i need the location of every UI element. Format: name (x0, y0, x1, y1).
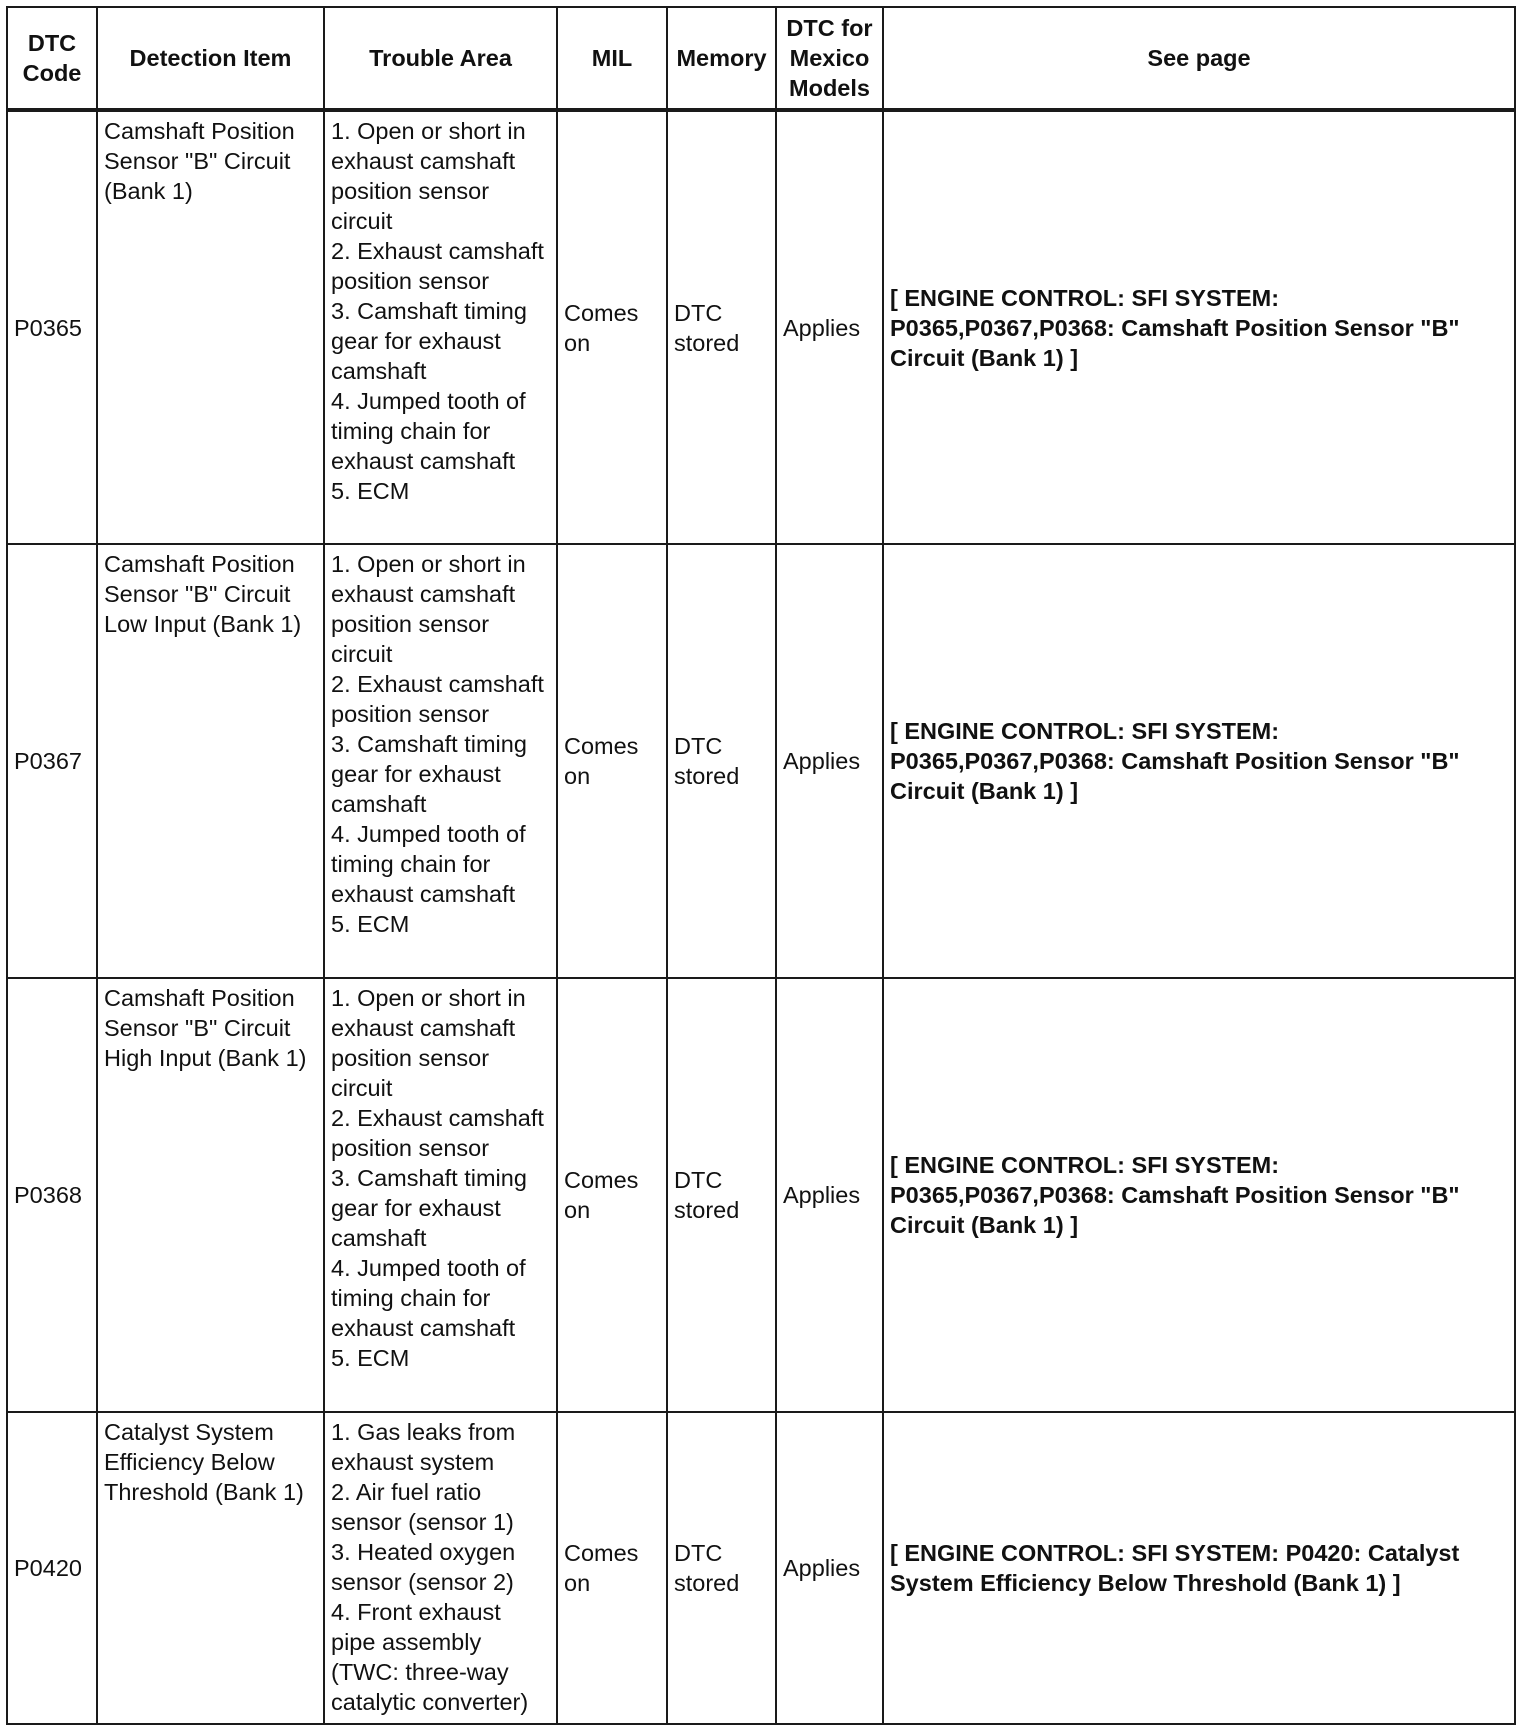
trouble-area-line: 4. Front exhaust pipe assembly (TWC: three-way catalytic converter) (331, 1599, 529, 1715)
dtc-code-cell: P0420 (7, 1412, 97, 1724)
trouble-area-line: 1. Open or short in exhaust camshaft position sensor circuit (331, 551, 526, 667)
mexico-cell: Applies (776, 544, 883, 978)
memory-cell: DTC stored (667, 544, 776, 978)
detection-item-cell: Camshaft Position Sensor "B" Circuit High Input (Bank 1) (97, 978, 324, 1412)
mexico-cell: Applies (776, 978, 883, 1412)
detection-item-cell: Camshaft Position Sensor "B" Circuit Low Input (Bank 1) (97, 544, 324, 978)
header-trouble-area: Trouble Area (324, 7, 557, 110)
mexico-cell: Applies (776, 110, 883, 544)
trouble-area-line: 2. Exhaust camshaft position sensor (331, 671, 544, 727)
trouble-area-line: 1. Open or short in exhaust camshaft position sensor circuit (331, 985, 526, 1101)
detection-item-cell: Camshaft Position Sensor "B" Circuit (Bank 1) (97, 110, 324, 544)
see-page-link[interactable]: [ ENGINE CONTROL: SFI SYSTEM: P0365,P0367,P0368: Camshaft Position Sensor "B" Circuit (Bank 1) ] (883, 110, 1515, 544)
mil-cell: Comes on (557, 110, 667, 544)
mil-cell: Comes on (557, 1412, 667, 1724)
table-row (7, 978, 1515, 1412)
trouble-area-line: 3. Heated oxygen sensor (sensor 2) (331, 1539, 516, 1595)
trouble-area-cell (324, 110, 557, 544)
header-memory: Memory (667, 7, 776, 110)
trouble-area-cell (324, 1412, 557, 1724)
see-page-link[interactable]: [ ENGINE CONTROL: SFI SYSTEM: P0365,P0367,P0368: Camshaft Position Sensor "B" Circuit (Bank 1) ] (883, 978, 1515, 1412)
memory-cell: DTC stored (667, 110, 776, 544)
table-row (7, 110, 1515, 544)
mil-cell: Comes on (557, 978, 667, 1412)
header-see-page: See page (883, 7, 1515, 110)
mil-cell: Comes on (557, 544, 667, 978)
trouble-area-cell (324, 978, 557, 1412)
header-mexico-models: DTC for Mexico Models (776, 7, 883, 110)
trouble-area-line: 2. Exhaust camshaft position sensor (331, 1105, 544, 1161)
table-row (7, 1412, 1515, 1724)
memory-cell: DTC stored (667, 978, 776, 1412)
header-row (7, 7, 1515, 110)
dtc-table (6, 6, 1516, 1725)
mexico-cell: Applies (776, 1412, 883, 1724)
trouble-area-line: 3. Camshaft timing gear for exhaust camshaft (331, 731, 527, 817)
trouble-area-line: 5. ECM (331, 911, 410, 937)
trouble-area-line: 3. Camshaft timing gear for exhaust camshaft (331, 1165, 527, 1251)
trouble-area-line: 1. Gas leaks from exhaust system (331, 1419, 516, 1475)
trouble-area-line: 1. Open or short in exhaust camshaft position sensor circuit (331, 118, 526, 234)
detection-item-cell: Catalyst System Efficiency Below Threshold (Bank 1) (97, 1412, 324, 1724)
header-mil: MIL (557, 7, 667, 110)
dtc-code-cell: P0368 (7, 978, 97, 1412)
header-dtc-code: DTC Code (7, 7, 97, 110)
trouble-area-cell (324, 544, 557, 978)
trouble-area-line: 5. ECM (331, 478, 410, 504)
trouble-area-line: 2. Exhaust camshaft position sensor (331, 238, 544, 294)
trouble-area-line: 4. Jumped tooth of timing chain for exhaust camshaft (331, 388, 526, 474)
memory-cell: DTC stored (667, 1412, 776, 1724)
see-page-link[interactable]: [ ENGINE CONTROL: SFI SYSTEM: P0420: Catalyst System Efficiency Below Threshold (Bank 1) ] (883, 1412, 1515, 1724)
dtc-code-cell: P0365 (7, 110, 97, 544)
trouble-area-line: 4. Jumped tooth of timing chain for exhaust camshaft (331, 1255, 526, 1341)
header-detection-item: Detection Item (97, 7, 324, 110)
trouble-area-line: 2. Air fuel ratio sensor (sensor 1) (331, 1479, 514, 1535)
trouble-area-line: 5. ECM (331, 1345, 410, 1371)
see-page-link[interactable]: [ ENGINE CONTROL: SFI SYSTEM: P0365,P0367,P0368: Camshaft Position Sensor "B" Circuit (Bank 1) ] (883, 544, 1515, 978)
trouble-area-line: 3. Camshaft timing gear for exhaust camshaft (331, 298, 527, 384)
table-row (7, 544, 1515, 978)
dtc-code-cell: P0367 (7, 544, 97, 978)
trouble-area-line: 4. Jumped tooth of timing chain for exhaust camshaft (331, 821, 526, 907)
